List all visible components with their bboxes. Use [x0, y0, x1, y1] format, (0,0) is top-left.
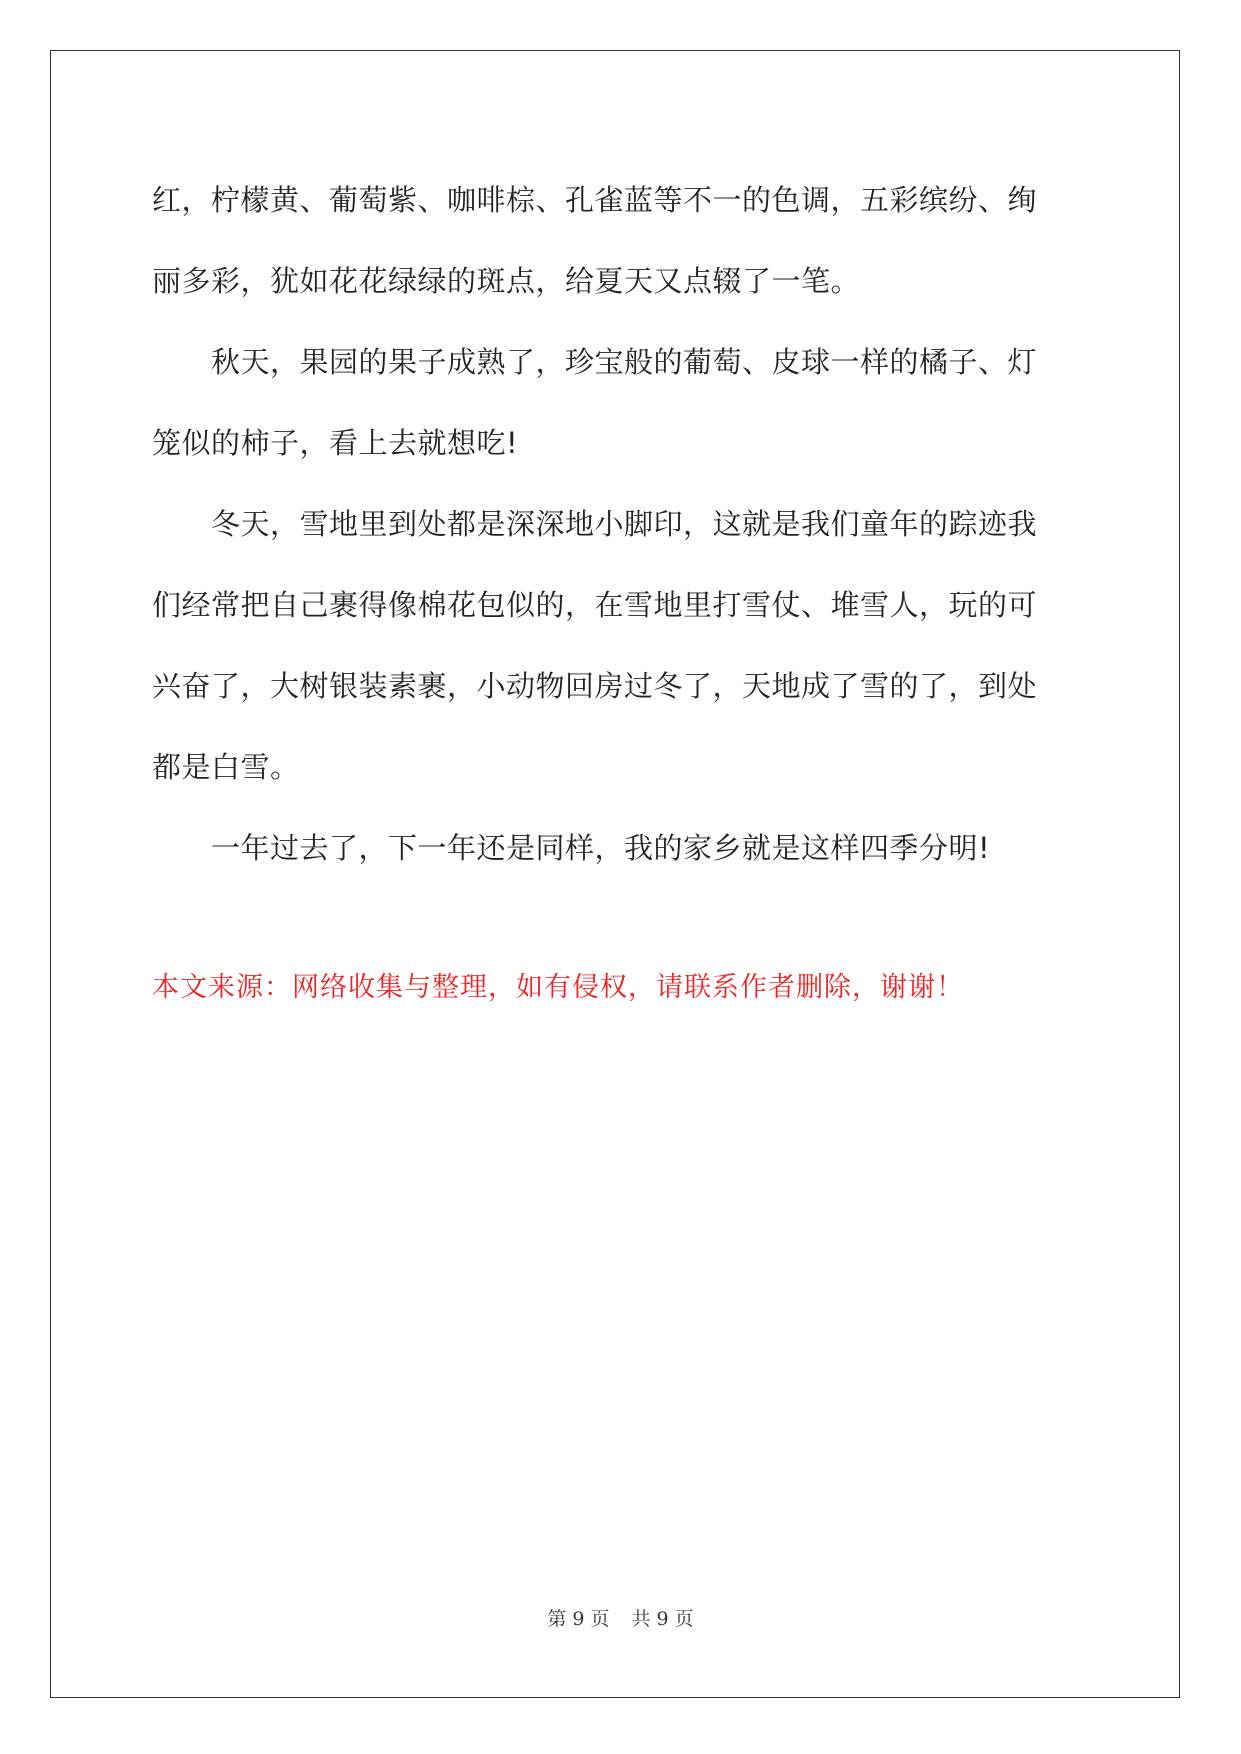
text-line: 们经常把自己裹得像棉花包似的，在雪地里打雪仗、堆雪人，玩的可	[152, 588, 1038, 622]
text-line: 笼似的柿子，看上去就想吃!	[152, 426, 519, 460]
body-text	[152, 160, 1088, 889]
text-line: 都是白雪。	[152, 750, 300, 784]
page-number: 第 9 页	[547, 1608, 610, 1630]
page-total: 共 9 页	[631, 1608, 694, 1630]
source-note: 本文来源：网络收集与整理，如有侵权，请联系作者删除，谢谢！	[152, 972, 964, 1003]
page-footer	[0, 1604, 1241, 1631]
text-line: 兴奋了，大树银装素裹，小动物回房过冬了，天地成了雪的了，到处	[152, 669, 1038, 703]
document-body	[152, 160, 1088, 889]
text-line: 红，柠檬黄、葡萄紫、咖啡棕、孔雀蓝等不一的色调，五彩缤纷、绚	[152, 183, 1038, 217]
text-line: 冬天，雪地里到处都是深深地小脚印，这就是我们童年的踪迹我	[152, 507, 1038, 541]
text-line: 丽多彩，犹如花花绿绿的斑点，给夏天又点辍了一笔。	[152, 264, 861, 298]
text-line: 秋天，果园的果子成熟了，珍宝般的葡萄、皮球一样的橘子、灯	[152, 345, 1038, 379]
text-line: 一年过去了，下一年还是同样，我的家乡就是这样四季分明!	[152, 831, 991, 865]
